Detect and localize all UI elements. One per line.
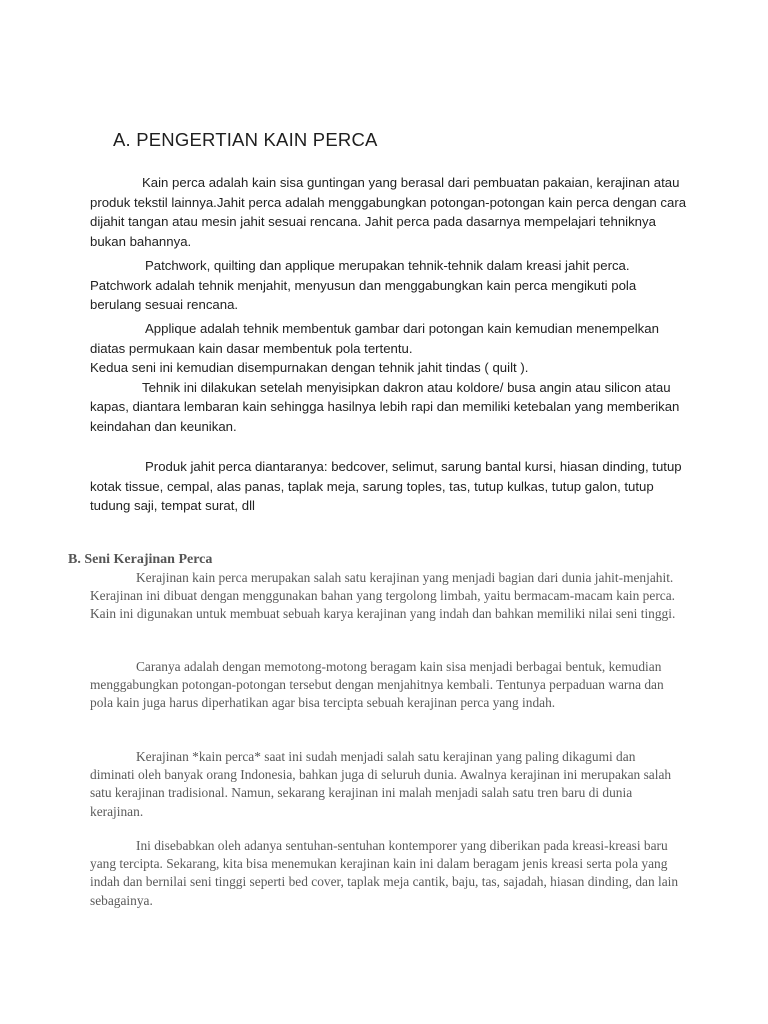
- paragraph-text: Tehnik ini dilakukan setelah menyisipkan dakron atau koldore/ busa angin atau silicon atau kapas, diantara lembaran kain sehingga hasilnya lebih rapi dan memiliki ketebalan yang memberikan keindahan dan keunikan.: [90, 379, 680, 434]
- paragraph-text: Kain perca adalah kain sisa guntingan yang berasal dari pembuatan pakaian, kerajinan atau produk tekstil lainnya.Jahit perca adalah menggabungkan potongan-potongan kain perca dengan cara dijahit tangan atau mesin jahit sesuai rencana. Jahit perca pada dasarnya mempelajari tehniknya bukan bahannya.: [90, 175, 687, 249]
- paragraph-text: Kerajinan *kain perca* saat ini sudah menjadi salah satu kerajinan yang paling dikagumi dan diminati oleh banyak orang Indonesia, bahkan juga di seluruh dunia. Awalnya kerajinan ini merupakan salah satu kerajinan tradisional. Namun, sekarang kerajinan ini malah menjadi salah satu tren baru di dunia kerajinan.: [90, 749, 672, 819]
- section-a-title: A. PENGERTIAN KAIN PERCA: [113, 129, 378, 150]
- paragraph-text: Applique adalah tehnik membentuk gambar dari potongan kain kemudian menempelkan diatas permukaan kain dasar membentuk pola tertentu.: [90, 321, 659, 356]
- paragraph-text: Kedua seni ini kemudian disempurnakan dengan tehnik jahit tindas ( quilt ).: [90, 360, 529, 376]
- section-b-title: B. Seni Kerajinan Perca: [68, 552, 213, 567]
- section-b-paragraph-1: [90, 569, 680, 624]
- section-a-paragraph-3: [90, 319, 690, 437]
- paragraph-text: Caranya adalah dengan memotong-motong beragam kain sisa menjadi berbagai bentuk, kemudian menggabungkan potongan-potongan tersebut dengan menjahitnya kembali. Tentunya perpaduan warna dan pola kain juga harus diperhatikan agar bisa tercipta sebuah kerajinan perca yang indah.: [90, 659, 664, 711]
- paragraph-text: Kerajinan kain perca merupakan salah satu kerajinan yang menjadi bagian dari dunia jahit-menjahit. Kerajinan ini dibuat dengan menggunakan bahan yang tergolong limbah, yaitu bermacam-macam kain perca. Kain ini digunakan untuk membuat sebuah karya kerajinan yang indah dan bahkan memiliki nilai seni tinggi.: [90, 570, 676, 622]
- section-a-paragraph-1: [90, 173, 690, 251]
- paragraph-text: Patchwork, quilting dan applique merupakan tehnik-tehnik dalam kreasi jahit perca. Patchwork adalah tehnik menjahit, menyusun dan menggabungkan kain perca mengikuti pola berulang sesuai rencana.: [90, 258, 637, 313]
- section-b-paragraph-2: [90, 658, 680, 713]
- section-a-paragraph-4: [90, 457, 690, 516]
- section-a-paragraph-2: [90, 256, 690, 315]
- paragraph-text: Ini disebabkan oleh adanya sentuhan-sentuhan kontemporer yang diberikan pada kreasi-kreasi baru yang tercipta. Sekarang, kita bisa menemukan kerajinan kain ini dalam beragam jenis kreasi serta pola yang indah dan bernilai seni tinggi seperti bed cover, taplak meja cantik, baju, tas, sajadah, hiasan dinding, dan lain sebagainya.: [90, 838, 679, 908]
- paragraph-text: Produk jahit perca diantaranya: bedcover, selimut, sarung bantal kursi, hiasan dinding, tutup kotak tissue, cempal, alas panas, taplak meja, sarung toples, tas, tutup kulkas, tutup galon, tutup tudung saji, tempat surat, dll: [90, 459, 682, 514]
- section-b-paragraph-4: [90, 837, 680, 910]
- section-b-paragraph-3: [90, 748, 680, 821]
